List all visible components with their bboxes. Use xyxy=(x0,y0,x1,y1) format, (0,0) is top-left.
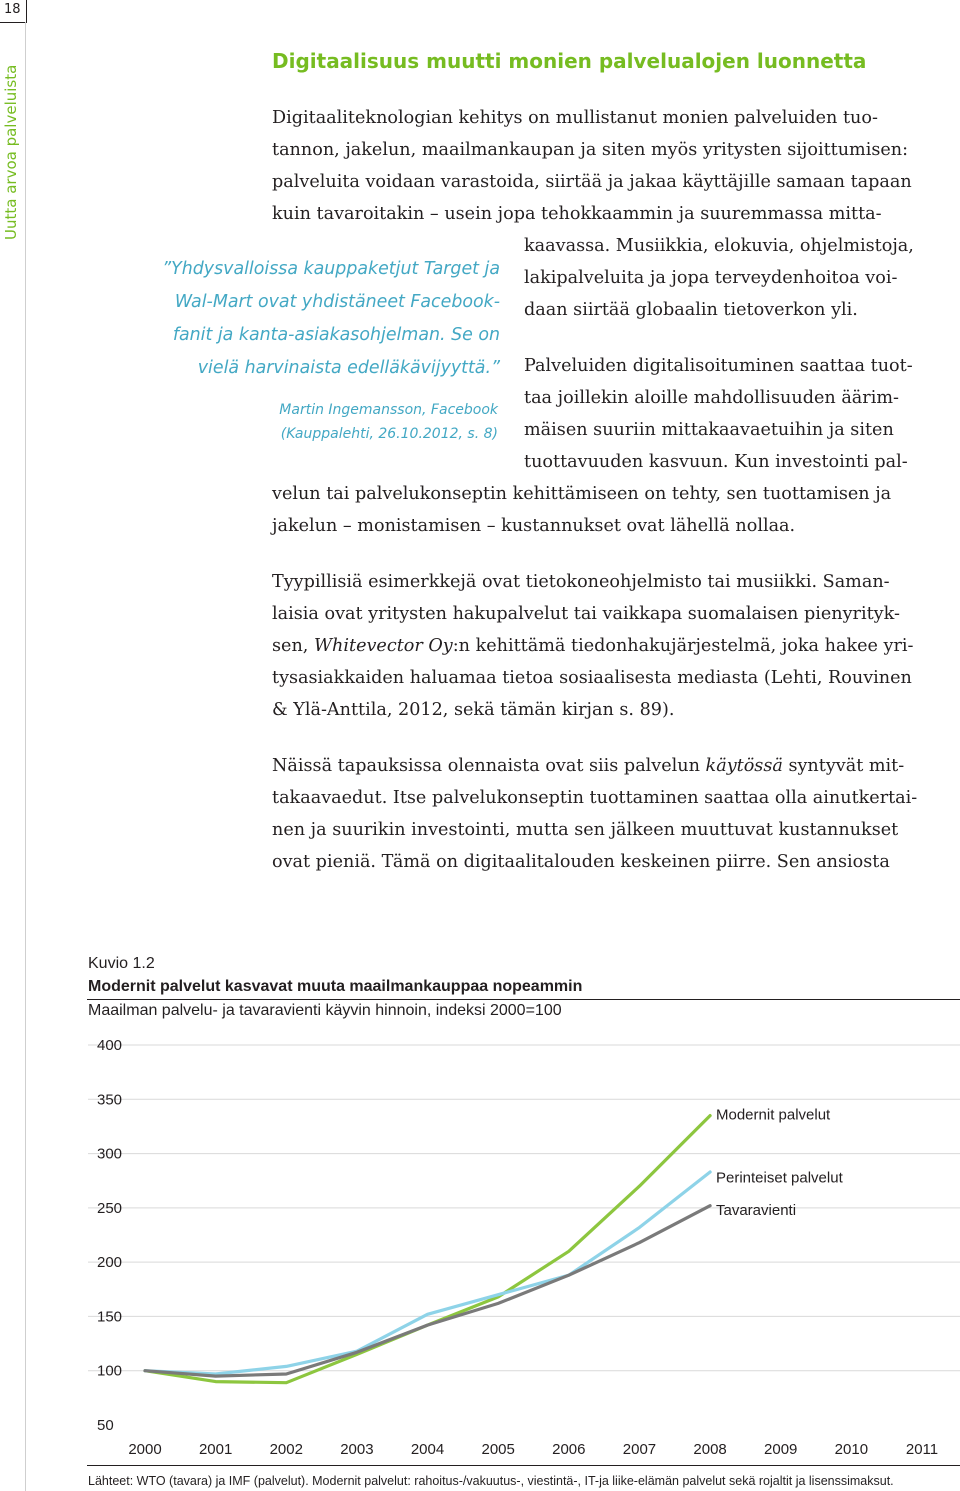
quote-source: Martin Ingemansson, Facebook xyxy=(279,402,498,418)
figure-title: Modernit palvelut kasvavat muuta maailmankauppaa nopeammin xyxy=(88,978,583,995)
article-heading: Digitaalisuus muutti monien palvelualojen luonnetta xyxy=(272,49,867,73)
body-line: tuottavuuden kasvuun. Kun investointi pal- xyxy=(524,452,908,472)
x-tick-label: 2009 xyxy=(764,1441,798,1458)
x-tick-label: 2006 xyxy=(552,1441,586,1458)
body-line: Näissä tapauksissa olennaista ovat siis palvelun käytössä syntyvät mit- xyxy=(272,756,905,776)
x-tick-label: 2000 xyxy=(128,1441,162,1458)
line-chart xyxy=(0,1030,960,1465)
x-tick-label: 2011 xyxy=(905,1441,939,1458)
body-line: lakipalveluita ja jopa terveydenhoitoa voi- xyxy=(524,268,898,288)
figure-rule xyxy=(87,999,960,1000)
x-tick-label: 2004 xyxy=(410,1441,445,1458)
body-line: jakelun – monistamisen – kustannukset ovat lähellä nollaa. xyxy=(272,516,796,536)
series-label: Perinteiset palvelut xyxy=(716,1169,843,1187)
series-label: Modernit palvelut xyxy=(716,1106,831,1124)
y-tick-label: 400 xyxy=(97,1037,123,1054)
x-tick-label: 2010 xyxy=(834,1441,869,1458)
y-tick-label: 350 xyxy=(97,1091,123,1109)
series-line xyxy=(145,1172,710,1374)
body-line: mäisen suuriin mittakaavaetuihin ja siten xyxy=(524,420,894,440)
x-tick-label: 2005 xyxy=(481,1441,515,1458)
body-line: Palveluiden digitalisoituminen saattaa tuot- xyxy=(524,356,913,376)
body-line: tannon, jakelun, maailmankaupan ja siten myös yritysten sijoittumisen: xyxy=(272,140,909,160)
body-line: palveluita voidaan varastoida, siirtää ja jakaa käyttäjille samaan tapaan xyxy=(272,172,912,192)
body-line: Tyypillisiä esimerkkejä ovat tietokoneohjelmisto tai musiikki. Saman- xyxy=(272,572,890,592)
body-line: & Ylä-Anttila, 2012, sekä tämän kirjan s. 89). xyxy=(272,700,675,720)
x-tick-label: 2002 xyxy=(269,1441,303,1458)
chart-annotations xyxy=(716,1106,844,1219)
pull-quote-line: Wal-Mart ovat yhdistäneet Facebook- xyxy=(174,292,500,312)
figure-bottom-rule xyxy=(87,1465,960,1466)
body-line: kuin tavaroitakin – usein jopa tehokkaammin ja suuremmassa mitta- xyxy=(272,204,882,224)
body-line: nen ja suurikin investointi, mutta sen jälkeen muuttuvat kustannukset xyxy=(272,820,899,840)
figure-source: Lähteet: WTO (tavara) ja IMF (palvelut). Modernit palvelut: rahoitus-/vakuutus-, viestintä-, IT-ja liike-elämän palvelut sekä rojaltit ja lisenssimaksut. xyxy=(88,1474,894,1488)
body-line: taa joillekin aloille mahdollisuuden äärim- xyxy=(524,388,899,408)
series-line xyxy=(145,1206,710,1376)
x-tick-label: 2001 xyxy=(198,1441,233,1458)
body-line: sen, Whitevector Oy:n kehittämä tiedonhakujärjestelmä, joka hakee yri- xyxy=(272,636,914,656)
chart-grid xyxy=(88,1045,960,1371)
figure-subtitle: Maailman palvelu- ja tavaravienti käyvin hinnoin, indeksi 2000=100 xyxy=(88,1002,562,1019)
x-tick-label: 2007 xyxy=(622,1441,657,1458)
quote-source: (Kauppalehti, 26.10.2012, s. 8) xyxy=(280,426,498,442)
pull-quote-line: vielä harvinaista edelläkävijyyttä.” xyxy=(197,358,500,378)
emphasis: käytössä xyxy=(705,756,783,776)
x-tick-label: 2008 xyxy=(693,1441,727,1458)
y-tick-label: 300 xyxy=(97,1145,123,1163)
body-line: laisia ovat yritysten hakupalvelut tai vaikkapa suomalaisen pienyrityk- xyxy=(272,604,900,624)
page-number: 18 xyxy=(4,2,21,17)
x-axis-ticks xyxy=(128,1441,938,1458)
body-line: Digitaaliteknologian kehitys on mullistanut monien palveluiden tuo- xyxy=(272,108,878,128)
pull-quote-line: ”Yhdysvalloissa kauppaketjut Target ja xyxy=(162,259,500,279)
company-name: Whitevector Oy xyxy=(313,636,453,656)
y-tick-label: 200 xyxy=(97,1254,123,1272)
y-axis-ticks xyxy=(97,1037,122,1434)
figure-label: Kuvio 1.2 xyxy=(88,955,155,972)
series-label: Tavaravienti xyxy=(716,1202,797,1220)
x-tick-label: 2003 xyxy=(340,1441,374,1458)
y-tick-label: 100 xyxy=(97,1362,123,1380)
body-line: tysasiakkaiden haluamaa tietoa sosiaalisesta mediasta (Lehti, Rouvinen xyxy=(272,668,912,688)
body-line: daan siirtää globaalin tietoverkon yli. xyxy=(524,300,858,320)
pull-quote-line: fanit ja kanta-asiakasohjelman. Se on xyxy=(172,325,500,345)
chart-series xyxy=(145,1116,710,1383)
y-tick-label: 50 xyxy=(97,1417,114,1434)
section-label: Uutta arvoa palveluista xyxy=(2,64,20,240)
body-line: ovat pieniä. Tämä on digitaalitalouden keskeinen piirre. Sen ansiosta xyxy=(272,852,890,872)
y-tick-label: 150 xyxy=(97,1308,123,1326)
body-line: velun tai palvelukonseptin kehittämiseen on tehty, sen tuottamisen ja xyxy=(272,484,892,504)
body-line: kaavassa. Musiikkia, elokuvia, ohjelmistoja, xyxy=(524,236,914,256)
y-tick-label: 250 xyxy=(97,1199,123,1217)
body-line: takaavaedut. Itse palvelukonseptin tuottaminen saattaa olla ainutkertai- xyxy=(272,788,918,808)
